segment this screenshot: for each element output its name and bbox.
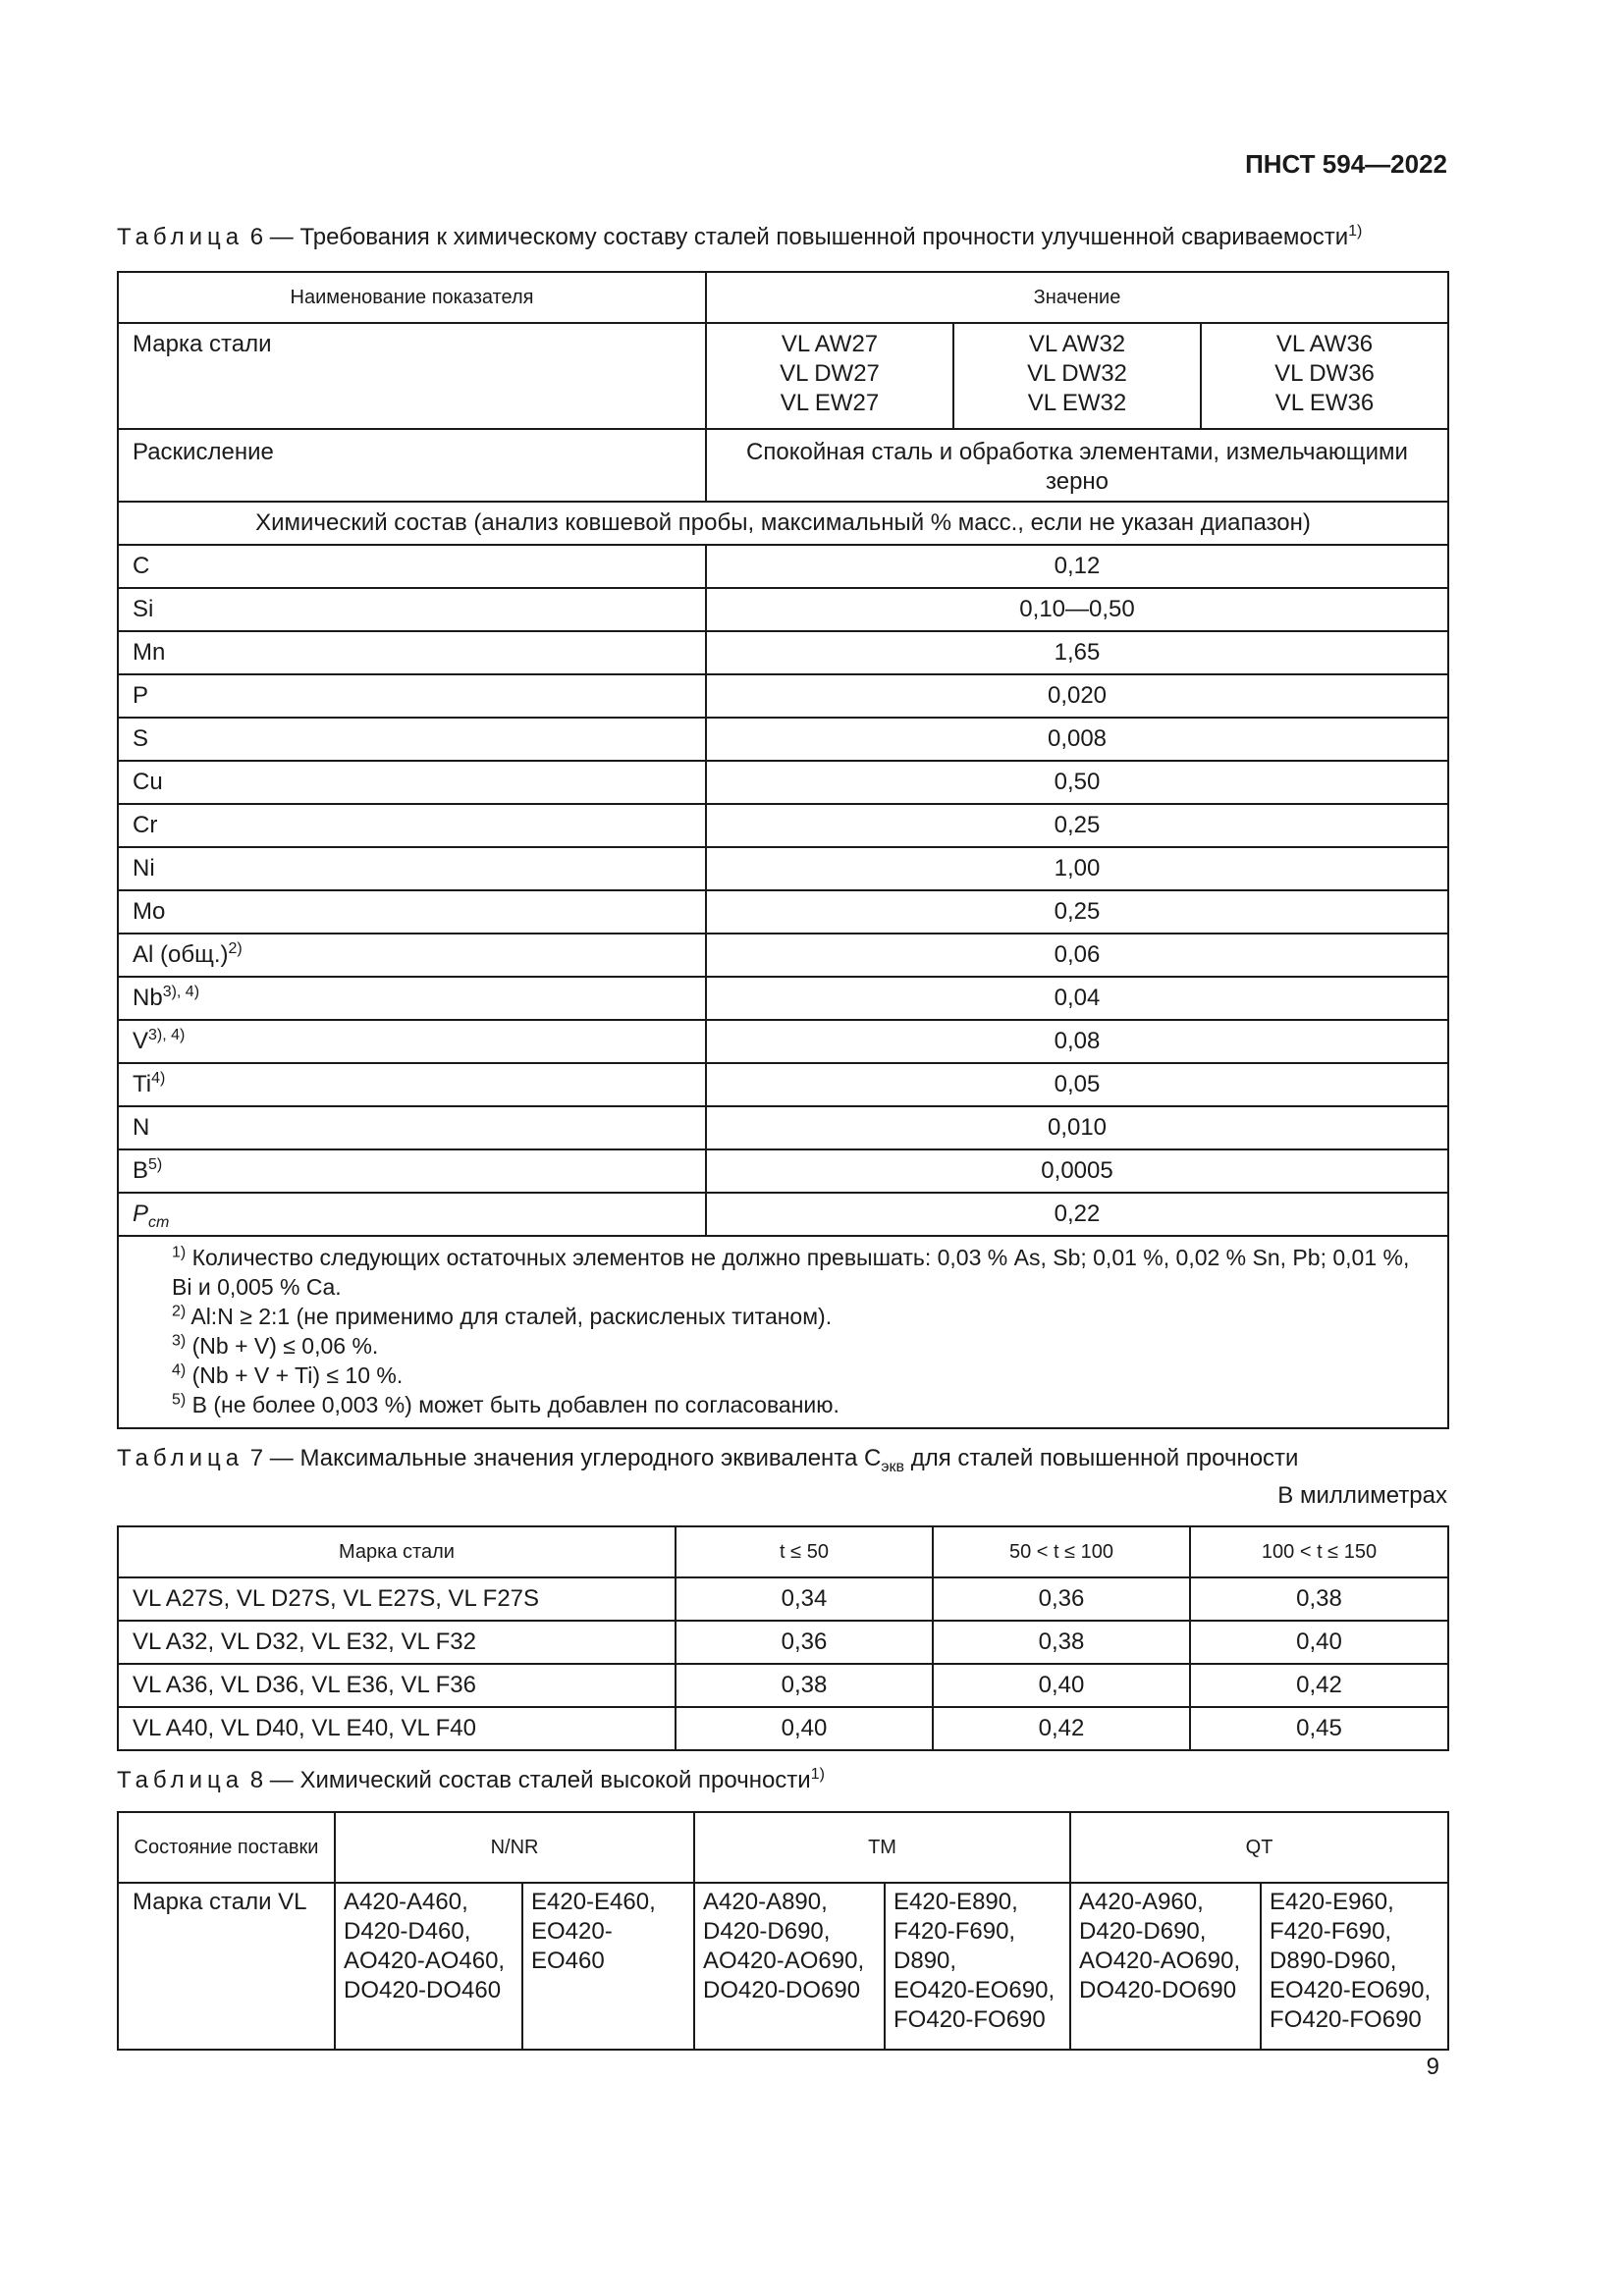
composition-section-title: Химический состав (анализ ковшевой пробы, максимальный % масс., если не указан диапазон) — [118, 502, 1448, 545]
ceq-value: 0,42 — [933, 1707, 1190, 1750]
table7-header-t1: t ≤ 50 — [676, 1526, 933, 1577]
composition-row — [118, 1063, 1448, 1106]
ceq-value: 0,38 — [933, 1621, 1190, 1664]
table8 — [117, 1811, 1449, 2051]
grade-cell: VL AW36 VL DW36 VL EW36 — [1201, 323, 1448, 429]
page-number: 9 — [1426, 2054, 1439, 2080]
element-name: $P_{cm}$ — [118, 1193, 706, 1236]
composition-row — [118, 674, 1448, 718]
grade-list-cell: A420-A890, D420-D690, AO420-AO690, DO420-DO690 — [694, 1883, 885, 2050]
table7-header-grade: Марка стали — [118, 1526, 676, 1577]
table7-row — [118, 1707, 1448, 1750]
element-value: 0,22 — [706, 1193, 1448, 1236]
element-name: Cu — [118, 761, 706, 804]
ceq-value: 0,38 — [1190, 1577, 1448, 1621]
element-name: $B^{5)}$ — [118, 1149, 706, 1193]
ceq-value: 0,42 — [1190, 1664, 1448, 1707]
element-value: 1,65 — [706, 631, 1448, 674]
composition-row — [118, 631, 1448, 674]
element-value: 0,008 — [706, 718, 1448, 761]
grade-list-cell: A420-A960, D420-D690, AO420-AO690, DO420-DO690 — [1070, 1883, 1261, 2050]
table6-footnotes — [118, 1236, 1448, 1428]
element-name: Ni — [118, 847, 706, 890]
document-code: ПНСТ 594—2022 — [1245, 149, 1447, 179]
composition-row — [118, 761, 1448, 804]
composition-row — [118, 545, 1448, 588]
table6-header-param: Наименование показателя — [118, 272, 706, 323]
table7-row — [118, 1577, 1448, 1621]
ceq-value: 0,40 — [1190, 1621, 1448, 1664]
composition-row — [118, 804, 1448, 847]
ceq-value: 0,34 — [676, 1577, 933, 1621]
grade-list-cell: E420-E960, F420-F690, D890-D960, EO420-EO690, FO420-FO690 — [1261, 1883, 1448, 2050]
table8-header-state: Состояние поставки — [118, 1812, 335, 1883]
table7-row — [118, 1621, 1448, 1664]
grade-list-cell: E420-E460, EO420-EO460 — [522, 1883, 694, 2050]
deoxidation-value: Спокойная сталь и обработка элементами, измельчающими зерно — [706, 429, 1448, 502]
element-name: Cr — [118, 804, 706, 847]
table7-unit: В миллиметрах — [1277, 1482, 1447, 1509]
composition-row — [118, 588, 1448, 631]
footnote: $^{3)}$ (Nb + V) ≤ 0,06 %. — [172, 1332, 379, 1359]
footnote: $^{4)}$ (Nb + V + Ti) ≤ 10 %. — [172, 1362, 404, 1388]
ceq-value: 0,36 — [933, 1577, 1190, 1621]
table8-caption: Таблица 8 — Химический состав сталей высокой прочности$^{1)}$ — [117, 1766, 825, 1793]
table8-header-nnr: N/NR — [335, 1812, 694, 1883]
ceq-value: 0,45 — [1190, 1707, 1448, 1750]
table8-row-label: Марка стали VL — [118, 1883, 335, 2050]
deoxidation-label: Раскисление — [118, 429, 706, 502]
table8-header-tm: TM — [694, 1812, 1070, 1883]
composition-row — [118, 977, 1448, 1020]
element-value: 0,06 — [706, 934, 1448, 977]
element-value: 0,25 — [706, 804, 1448, 847]
steel-grade: VL A27S, VL D27S, VL E27S, VL F27S — [118, 1577, 676, 1621]
element-name: Mo — [118, 890, 706, 934]
element-name: $Nb^{3), 4)}$ — [118, 977, 706, 1020]
footnote: $^{5)}$ B (не более 0,003 %) может быть добавлен по согласованию. — [172, 1391, 839, 1417]
element-name: S — [118, 718, 706, 761]
element-name: N — [118, 1106, 706, 1149]
composition-row — [118, 934, 1448, 977]
table7 — [117, 1525, 1449, 1751]
table8-header-qt: QT — [1070, 1812, 1448, 1883]
steel-grade: VL A40, VL D40, VL E40, VL F40 — [118, 1707, 676, 1750]
element-value: 0,010 — [706, 1106, 1448, 1149]
grade-list-cell: A420-A460, D420-D460, AO420-AO460, DO420-DO460 — [335, 1883, 522, 2050]
ceq-value: 0,36 — [676, 1621, 933, 1664]
element-value: 0,04 — [706, 977, 1448, 1020]
element-value: 0,08 — [706, 1020, 1448, 1063]
element-value: 0,020 — [706, 674, 1448, 718]
footnote: $^{2)}$ Al:N ≥ 2:1 (не применимо для сталей, раскисленых титаном). — [172, 1303, 833, 1329]
table6-header-value: Значение — [706, 272, 1448, 323]
composition-row — [118, 1149, 1448, 1193]
element-value: 0,0005 — [706, 1149, 1448, 1193]
element-name: Al $(общ.)^{2)}$ — [118, 934, 706, 977]
composition-row — [118, 718, 1448, 761]
grade-list-cell: E420-E890, F420-F690, D890, EO420-EO690, FO420-FO690 — [885, 1883, 1070, 2050]
table7-header-t2: 50 < t ≤ 100 — [933, 1526, 1190, 1577]
element-value: 0,50 — [706, 761, 1448, 804]
grade-cell: VL AW32 VL DW32 VL EW32 — [953, 323, 1201, 429]
composition-row — [118, 847, 1448, 890]
element-value: 0,25 — [706, 890, 1448, 934]
ceq-value: 0,38 — [676, 1664, 933, 1707]
composition-row — [118, 1106, 1448, 1149]
element-name: Mn — [118, 631, 706, 674]
element-value: 0,12 — [706, 545, 1448, 588]
element-name: Si — [118, 588, 706, 631]
ceq-value: 0,40 — [676, 1707, 933, 1750]
composition-row — [118, 1193, 1448, 1236]
steel-grade: VL A36, VL D36, VL E36, VL F36 — [118, 1664, 676, 1707]
composition-row — [118, 1020, 1448, 1063]
table6 — [117, 271, 1449, 1429]
element-value: 0,10—0,50 — [706, 588, 1448, 631]
composition-row — [118, 890, 1448, 934]
ceq-value: 0,40 — [933, 1664, 1190, 1707]
footnote: $^{1)}$ Количество следующих остаточных элементов не должно превышать: 0,03 % As, Sb; 0,01 %, 0,02 % Sn, Pb; 0,01 %, Bi и 0,005 % Ca. — [172, 1244, 1410, 1300]
element-name: $V^{3), 4)}$ — [118, 1020, 706, 1063]
steel-grade: VL A32, VL D32, VL E32, VL F32 — [118, 1621, 676, 1664]
table7-caption: Таблица 7 — Максимальные значения углеродного эквивалента $С_{экв}$ для сталей повышенной прочности — [117, 1445, 1299, 1475]
table6-caption: Таблица 6 — Требования к химическому составу сталей повышенной прочности улучшенной свариваемости$^{1)}$ — [117, 223, 1363, 250]
grade-label: Марка стали — [118, 323, 706, 429]
element-name: Ti$^{4)}$ — [118, 1063, 706, 1106]
element-name: C — [118, 545, 706, 588]
element-value: 0,05 — [706, 1063, 1448, 1106]
table7-row — [118, 1664, 1448, 1707]
element-name: P — [118, 674, 706, 718]
table7-header-t3: 100 < t ≤ 150 — [1190, 1526, 1448, 1577]
grade-cell: VL AW27 VL DW27 VL EW27 — [706, 323, 953, 429]
element-value: 1,00 — [706, 847, 1448, 890]
